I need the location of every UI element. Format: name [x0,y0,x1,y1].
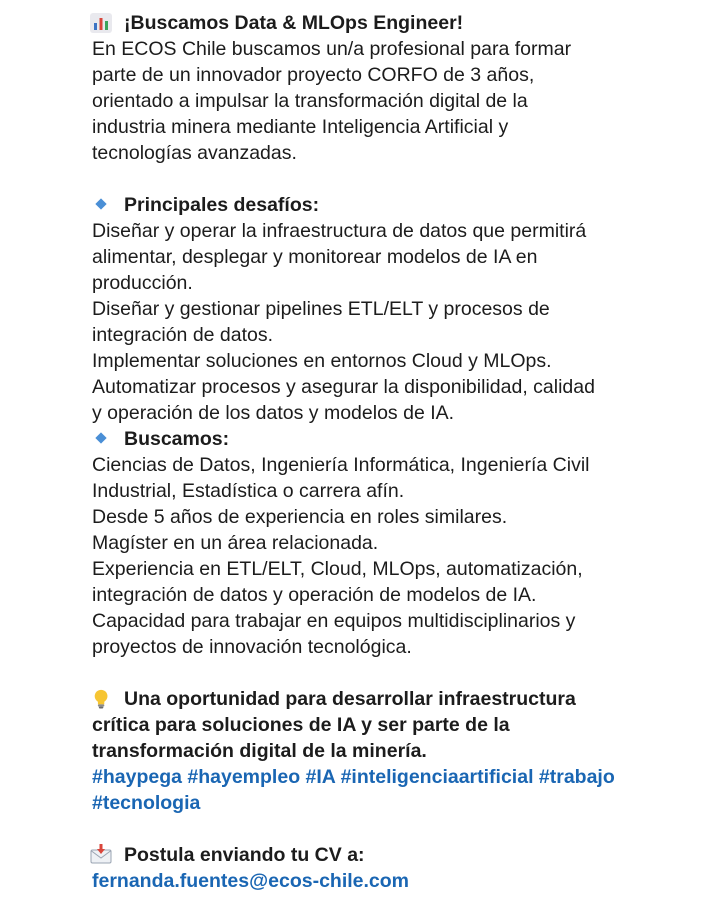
challenge-line: alimentar, desplegar y monitorear modelos de IA en [92,246,538,268]
requirements-heading: Buscamos: [124,428,230,450]
apply-text: Postula enviando tu CV a: [124,844,365,866]
requirement-line: Industrial, Estadística o carrera afín. [92,480,405,502]
hashtag-line [92,790,692,816]
spacer [92,816,692,842]
opportunity-row [92,686,692,712]
opportunity-line: transformación digital de la minería. [92,740,427,762]
hashtag-link[interactable]: #IA [305,766,336,788]
opportunity-line: crítica para soluciones de IA y ser parte de la [92,714,510,736]
requirement-line: proyectos de innovación tecnológica. [92,636,412,658]
challenge-line: producción. [92,272,193,294]
email-link[interactable]: fernanda.fuentes@ecos-chile.com [92,870,410,892]
challenge-line: Diseñar y operar la infraestructura de datos que permitirá [92,220,587,242]
challenges-heading: Principales desafíos: [124,194,320,216]
hashtag-line [92,764,692,790]
intro-line: En ECOS Chile buscamos un/a profesional para formar [92,38,572,60]
challenge-line: Implementar soluciones en entornos Cloud y MLOps. [92,350,552,372]
requirement-line: Capacidad para trabajar en equipos multidisciplinarios y [92,610,576,632]
job-post [92,10,692,894]
hashtag-link[interactable]: #trabajo [538,766,615,788]
intro-line: parte de un innovador proyecto CORFO de 3 años, [92,64,535,86]
challenge-line: y operación de los datos y modelos de IA. [92,402,455,424]
hashtag-link[interactable]: #tecnologia [92,792,201,814]
requirement-line: Desde 5 años de experiencia en roles similares. [92,506,508,528]
post-title-row [92,10,692,36]
requirement-line: Experiencia en ETL/ELT, Cloud, MLOps, automatización, [92,558,583,580]
requirements-heading-row [92,426,692,452]
intro-line: industria minera mediante Inteligencia Artificial y [92,116,509,138]
hashtag-link[interactable]: #inteligenciaartificial [340,766,534,788]
intro-line: orientado a impulsar la transformación digital de la [92,90,528,112]
opportunity-line: Una oportunidad para desarrollar infraestructura [124,688,576,710]
bar-chart-icon [90,13,112,33]
challenge-line: integración de datos. [92,324,274,346]
apply-row [92,842,692,868]
hashtag-link[interactable]: #hayempleo [187,766,301,788]
hashtag-link[interactable]: #haypega [92,766,182,788]
envelope-arrow-icon [90,844,112,864]
light-bulb-icon [92,687,112,709]
requirement-line: Magíster en un área relacionada. [92,532,379,554]
requirement-line: Ciencias de Datos, Ingeniería Informática, Ingeniería Civil [92,454,590,476]
challenge-line: Automatizar procesos y asegurar la disponibilidad, calidad [92,376,595,398]
post-title: ¡Buscamos Data & MLOps Engineer! [124,12,464,34]
requirement-line: integración de datos y operación de modelos de IA. [92,584,537,606]
challenge-line: Diseñar y gestionar pipelines ETL/ELT y procesos de [92,298,550,320]
intro-line: tecnologías avanzadas. [92,142,297,164]
spacer [92,166,692,192]
challenges-heading-row [92,192,692,218]
spacer [92,660,692,686]
